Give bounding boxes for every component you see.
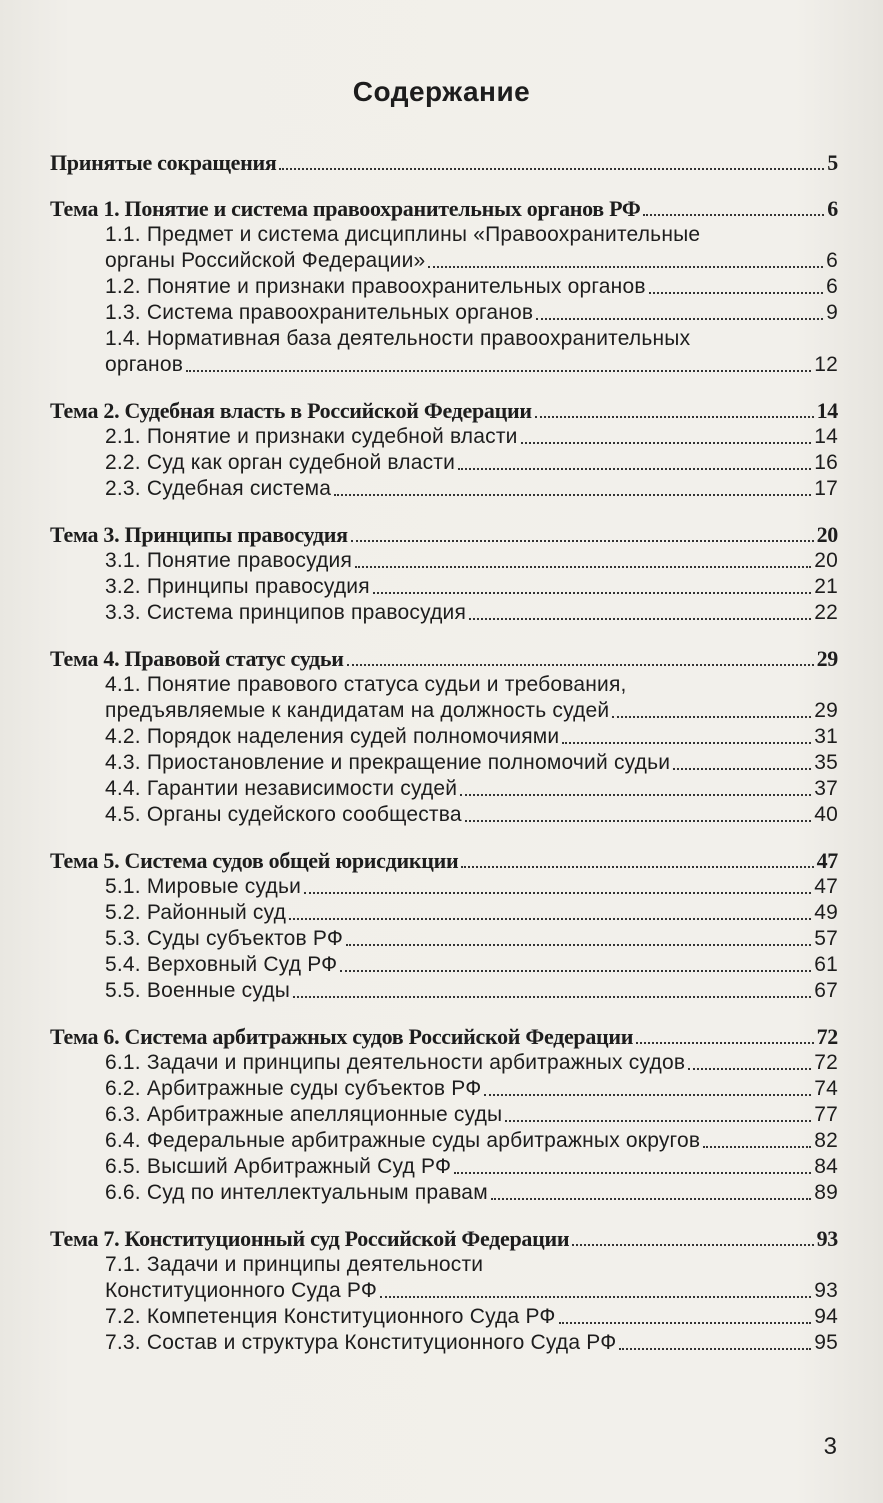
toc-section-entry	[50, 300, 838, 326]
dot-leader	[465, 820, 812, 822]
toc-section-entry	[50, 926, 838, 952]
toc-entry-title: 3.1. Понятие правосудия	[105, 549, 353, 572]
toc-entry-title: 6.5. Высший Арбитражный Суд РФ	[105, 1155, 452, 1178]
toc-section-entry	[50, 802, 838, 828]
toc-entry-title: Тема 7. Конституционный суд Российской Федерации	[50, 1226, 570, 1251]
toc-section-entry	[50, 724, 838, 750]
toc-entry-title: 4.2. Порядок наделения судей полномочиями	[105, 725, 560, 748]
dot-leader	[186, 370, 811, 372]
toc-entry-title: 2.1. Понятие и признаки судебной власти	[105, 425, 518, 448]
toc-entry-page: 74	[814, 1077, 838, 1100]
toc-subheading-line: 1.1. Предмет и система дисциплины «Правоохранительные	[105, 223, 701, 246]
toc-entry-page: 9	[826, 301, 838, 324]
toc-topic-entry	[50, 1024, 838, 1050]
toc-entry-title: 4.3. Приостановление и прекращение полномочий судьи	[105, 751, 671, 774]
toc-topic-entry	[50, 848, 838, 874]
toc-entry-title: Тема 5. Система судов общей юрисдикции	[50, 848, 459, 873]
toc-entry-page: 95	[814, 1331, 838, 1354]
toc-section-entry	[50, 352, 838, 378]
toc-entry-title: 6.6. Суд по интеллектуальным правам	[105, 1181, 488, 1204]
toc-entry-title: 6.3. Арбитражные апелляционные суды	[105, 1103, 503, 1126]
dot-leader	[460, 794, 811, 796]
toc-entry-title: 6.4. Федеральные арбитражные суды арбитражных округов	[105, 1129, 701, 1152]
toc-entry-title: Конституционного Суда РФ	[105, 1279, 378, 1302]
toc-entry-page: 6	[827, 196, 838, 221]
toc-entry-page: 12	[814, 353, 838, 376]
dot-leader	[454, 1172, 811, 1174]
toc-entry-page: 94	[814, 1305, 838, 1328]
toc-entry-title: 5.2. Районный суд	[105, 901, 287, 924]
toc-entry-title: предъявляемые к кандидатам на должность судей	[105, 699, 610, 722]
toc-entry-title: 6.1. Задачи и принципы деятельности арбитражных судов	[105, 1051, 686, 1074]
toc-entry-title: 4.5. Органы судейского сообщества	[105, 803, 462, 826]
toc-entry-page: 29	[816, 646, 838, 671]
dot-leader	[469, 618, 811, 620]
toc-entry-page: 6	[826, 249, 838, 272]
toc-entry-page: 20	[814, 549, 838, 572]
toc-section-entry	[50, 248, 838, 274]
toc-section-entry	[50, 776, 838, 802]
toc-entry-title: 4.4. Гарантии независимости судей	[105, 777, 458, 800]
toc-entry-page: 47	[814, 875, 838, 898]
dot-leader	[572, 1244, 813, 1246]
toc-entry-title: Тема 2. Судебная власть в Российской Федерации	[50, 398, 532, 423]
toc-entry-title: органы Российской Федерации»	[105, 249, 426, 272]
dot-leader	[461, 866, 813, 868]
toc-entry-title: 5.1. Мировые судьи	[105, 875, 302, 898]
dot-leader	[346, 944, 811, 946]
toc-section-entry	[50, 750, 838, 776]
toc-entry-page: 37	[814, 777, 838, 800]
dot-leader	[340, 970, 811, 972]
toc-topic-entry	[50, 522, 838, 548]
toc-entry-title: Принятые сокращения	[50, 150, 277, 175]
toc-entry-title: 7.3. Состав и структура Конституционного Суда РФ	[105, 1331, 617, 1354]
page-number: 3	[823, 1433, 837, 1460]
dot-leader	[703, 1146, 811, 1148]
toc-entry-page: 47	[816, 848, 838, 873]
toc-section-entry	[50, 548, 838, 574]
dot-leader	[612, 716, 811, 718]
toc-entry-title: органов	[105, 353, 184, 376]
toc-section-entry	[50, 450, 838, 476]
toc-section-entry	[50, 1278, 838, 1304]
toc-entry-page: 20	[816, 522, 838, 547]
dot-leader	[562, 742, 811, 744]
toc-entry-title: 3.2. Принципы правосудия	[105, 575, 370, 598]
toc-section-entry	[50, 1304, 838, 1330]
dot-leader	[491, 1198, 811, 1200]
page-title: Содержание	[352, 76, 531, 107]
toc-section-entry	[50, 900, 838, 926]
dot-leader	[347, 664, 814, 666]
toc-section-entry	[50, 978, 838, 1004]
toc-entry-page: 72	[814, 1051, 838, 1074]
toc-entry-page: 82	[814, 1129, 838, 1152]
toc-section-entry	[50, 874, 838, 900]
toc-section-entry	[50, 952, 838, 978]
toc-entry-title: 1.3. Система правоохранительных органов	[105, 301, 534, 324]
toc-section-entry	[50, 1154, 838, 1180]
toc-topic-entry	[50, 398, 838, 424]
table-of-contents	[50, 150, 838, 1356]
toc-entry-page: 93	[814, 1279, 838, 1302]
toc-entry-title: Тема 3. Принципы правосудия	[50, 522, 348, 547]
dot-leader	[521, 442, 812, 444]
toc-entry-page: 72	[816, 1024, 838, 1049]
toc-section-entry	[50, 1102, 838, 1128]
dot-leader	[355, 566, 811, 568]
toc-entry-title: 6.2. Арбитражные суды субъектов РФ	[105, 1077, 482, 1100]
toc-subheading-line: 1.4. Нормативная база деятельности правоохранительных	[105, 327, 691, 350]
toc-entry-page: 89	[814, 1181, 838, 1204]
toc-entry-page: 22	[814, 601, 838, 624]
toc-topic-entry	[50, 1226, 838, 1252]
toc-entry-title: 2.3. Судебная система	[105, 477, 332, 500]
toc-entry-page: 16	[814, 451, 838, 474]
toc-subheading-line: 4.1. Понятие правового статуса судьи и требования,	[105, 673, 627, 696]
dot-leader	[649, 292, 823, 294]
toc-section-entry	[50, 274, 838, 300]
toc-entry-title: 1.2. Понятие и признаки правоохранительных органов	[105, 275, 646, 298]
toc-entry-page: 57	[814, 927, 838, 950]
toc-entry-page: 35	[814, 751, 838, 774]
dot-leader	[536, 318, 823, 320]
toc-entry-page: 6	[826, 275, 838, 298]
toc-entry-title: Тема 6. Система арбитражных судов Российской Федерации	[50, 1024, 634, 1049]
toc-section-entry	[50, 1180, 838, 1206]
toc-entry-title: 5.3. Суды субъектов РФ	[105, 927, 343, 950]
toc-section-entry	[50, 1330, 838, 1356]
toc-topic-entry	[50, 150, 838, 176]
toc-entry-page: 21	[814, 575, 838, 598]
dot-leader	[619, 1348, 811, 1350]
toc-section-entry	[50, 1128, 838, 1154]
toc-topic-entry	[50, 646, 838, 672]
dot-leader	[505, 1120, 811, 1122]
dot-leader	[688, 1068, 811, 1070]
toc-entry-title: 5.4. Верховный Суд РФ	[105, 953, 338, 976]
toc-subheading-line: 7.1. Задачи и принципы деятельности	[105, 1253, 484, 1276]
toc-topic-entry	[50, 196, 838, 222]
dot-leader	[428, 266, 823, 268]
toc-entry-page: 5	[827, 150, 838, 175]
dot-leader	[535, 416, 814, 418]
toc-section-entry	[50, 600, 838, 626]
toc-entry-page: 14	[814, 425, 838, 448]
toc-section-entry	[50, 1076, 838, 1102]
dot-leader	[484, 1094, 811, 1096]
toc-entry-page: 14	[816, 398, 838, 423]
toc-entry-page: 93	[816, 1226, 838, 1251]
toc-entry-page: 40	[814, 803, 838, 826]
toc-entry-title: 3.3. Система принципов правосудия	[105, 601, 467, 624]
toc-entry-page: 67	[814, 979, 838, 1002]
dot-leader	[636, 1042, 813, 1044]
toc-entry-page: 49	[814, 901, 838, 924]
dot-leader	[458, 468, 811, 470]
dot-leader	[351, 540, 814, 542]
toc-section-entry	[50, 698, 838, 724]
dot-leader	[380, 1296, 811, 1298]
dot-leader	[279, 168, 824, 170]
dot-leader	[643, 214, 824, 216]
toc-entry-title: 5.5. Военные суды	[105, 979, 291, 1002]
toc-entry-title: 7.2. Компетенция Конституционного Суда РФ	[105, 1305, 556, 1328]
toc-section-entry	[50, 476, 838, 502]
toc-entry-page: 31	[814, 725, 838, 748]
toc-entry-title: 2.2. Суд как орган судебной власти	[105, 451, 456, 474]
dot-leader	[559, 1322, 812, 1324]
toc-entry-title: Тема 1. Понятие и система правоохранительных органов РФ	[50, 196, 641, 221]
toc-section-entry	[50, 574, 838, 600]
toc-entry-page: 61	[814, 953, 838, 976]
toc-section-entry	[50, 424, 838, 450]
dot-leader	[673, 768, 811, 770]
dot-leader	[373, 592, 811, 594]
toc-entry-title: Тема 4. Правовой статус судьи	[50, 646, 344, 671]
toc-entry-page: 29	[814, 699, 838, 722]
dot-leader	[334, 494, 811, 496]
toc-entry-page: 77	[814, 1103, 838, 1126]
toc-entry-page: 84	[814, 1155, 838, 1178]
toc-entry-page: 17	[814, 477, 838, 500]
toc-section-entry	[50, 1050, 838, 1076]
dot-leader	[289, 918, 811, 920]
dot-leader	[293, 996, 811, 998]
dot-leader	[304, 892, 811, 894]
